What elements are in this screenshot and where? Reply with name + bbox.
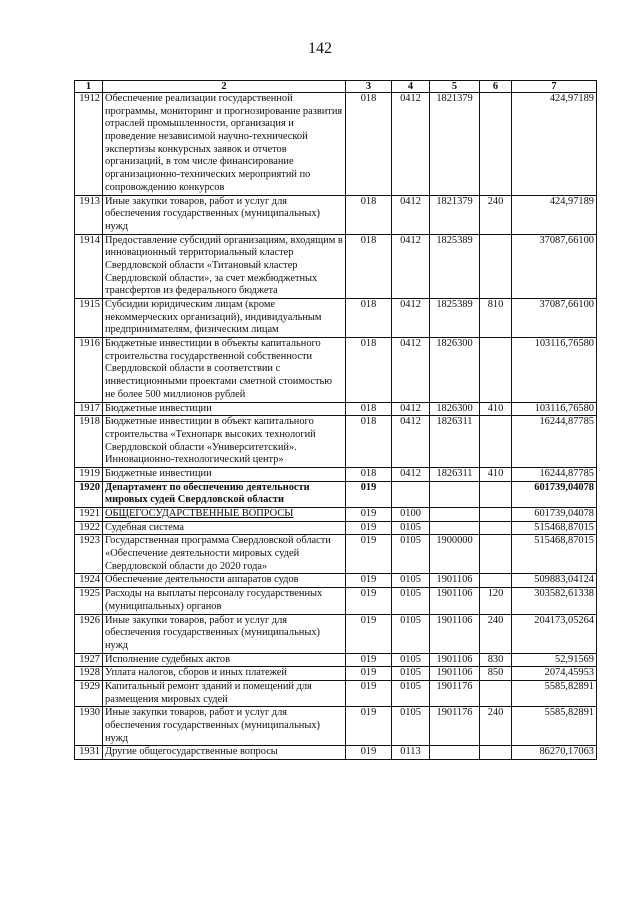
row-section-code: 0105 <box>392 667 430 681</box>
row-target-code: 1821379 <box>430 195 480 234</box>
table-row <box>75 614 597 653</box>
row-amount: 601739,04078 <box>512 508 597 522</box>
row-name: Бюджетные инвестиции в объект капитального строительства «Технопарк высоких технологий Свердловской области «Университетский». Инновационно-технологический центр» <box>103 416 346 468</box>
row-ministry-code: 019 <box>346 653 392 667</box>
row-amount: 86270,17063 <box>512 746 597 760</box>
row-ministry-code: 019 <box>346 707 392 746</box>
row-target-code: 1901176 <box>430 680 480 706</box>
row-name: Бюджетные инвестиции <box>103 402 346 416</box>
row-target-code: 1901106 <box>430 667 480 681</box>
row-expense-type <box>480 481 512 507</box>
row-amount: 303582,61338 <box>512 588 597 614</box>
row-amount: 424,97189 <box>512 93 597 196</box>
table-row <box>75 680 597 706</box>
row-target-code <box>430 746 480 760</box>
row-number: 1916 <box>75 338 103 402</box>
row-expense-type: 240 <box>480 195 512 234</box>
row-amount: 37087,66100 <box>512 234 597 298</box>
row-number: 1929 <box>75 680 103 706</box>
row-amount: 5585,82891 <box>512 707 597 746</box>
table-row <box>75 93 597 196</box>
row-ministry-code: 019 <box>346 521 392 535</box>
row-amount: 16244,87785 <box>512 416 597 468</box>
row-section-code: 0105 <box>392 614 430 653</box>
row-target-code: 1901106 <box>430 653 480 667</box>
row-number: 1928 <box>75 667 103 681</box>
row-name: Другие общегосударственные вопросы <box>103 746 346 760</box>
row-ministry-code: 018 <box>346 93 392 196</box>
row-ministry-code: 019 <box>346 614 392 653</box>
row-section-code: 0100 <box>392 508 430 522</box>
row-expense-type <box>480 234 512 298</box>
table-row <box>75 402 597 416</box>
row-name: Бюджетные инвестиции <box>103 467 346 481</box>
row-number: 1926 <box>75 614 103 653</box>
row-section-code: 0105 <box>392 653 430 667</box>
row-target-code: 1901106 <box>430 588 480 614</box>
row-expense-type: 850 <box>480 667 512 681</box>
row-section-code: 0105 <box>392 574 430 588</box>
row-target-code: 1826311 <box>430 467 480 481</box>
row-ministry-code: 018 <box>346 402 392 416</box>
table-row <box>75 588 597 614</box>
row-section-code: 0105 <box>392 521 430 535</box>
row-amount: 509883,04124 <box>512 574 597 588</box>
row-name: Капитальный ремонт зданий и помещений для размещения мировых судей <box>103 680 346 706</box>
row-amount: 103116,76580 <box>512 338 597 402</box>
row-ministry-code: 018 <box>346 299 392 338</box>
col-header-7: 7 <box>512 81 597 93</box>
col-header-1: 1 <box>75 81 103 93</box>
row-section-code: 0412 <box>392 93 430 196</box>
row-name: Расходы на выплаты персоналу государственных (муниципальных) органов <box>103 588 346 614</box>
table-row <box>75 707 597 746</box>
row-name: Уплата налогов, сборов и иных платежей <box>103 667 346 681</box>
row-target-code <box>430 481 480 507</box>
row-amount: 515468,87015 <box>512 535 597 574</box>
row-expense-type <box>480 338 512 402</box>
row-name: Иные закупки товаров, работ и услуг для обеспечения государственных (муниципальных) нужд <box>103 707 346 746</box>
row-section-code: 0412 <box>392 195 430 234</box>
row-section-code: 0412 <box>392 467 430 481</box>
row-amount: 515468,87015 <box>512 521 597 535</box>
table-row <box>75 535 597 574</box>
row-target-code: 1901106 <box>430 614 480 653</box>
row-section-code: 0113 <box>392 746 430 760</box>
row-section-code: 0412 <box>392 402 430 416</box>
row-amount: 103116,76580 <box>512 402 597 416</box>
row-target-code: 1900000 <box>430 535 480 574</box>
table-row <box>75 508 597 522</box>
row-name: Департамент по обеспечению деятельности мировых судей Свердловской области <box>103 481 346 507</box>
row-expense-type <box>480 93 512 196</box>
row-target-code: 1825389 <box>430 234 480 298</box>
row-number: 1912 <box>75 93 103 196</box>
row-name: Иные закупки товаров, работ и услуг для обеспечения государственных (муниципальных) нужд <box>103 195 346 234</box>
col-header-4: 4 <box>392 81 430 93</box>
row-section-code: 0105 <box>392 707 430 746</box>
col-header-3: 3 <box>346 81 392 93</box>
row-number: 1930 <box>75 707 103 746</box>
table-row <box>75 467 597 481</box>
row-amount: 601739,04078 <box>512 481 597 507</box>
row-number: 1914 <box>75 234 103 298</box>
row-ministry-code: 019 <box>346 535 392 574</box>
table-row <box>75 481 597 507</box>
row-section-code: 0105 <box>392 588 430 614</box>
row-expense-type <box>480 574 512 588</box>
table-row <box>75 521 597 535</box>
row-ministry-code: 019 <box>346 746 392 760</box>
row-number: 1919 <box>75 467 103 481</box>
header-row <box>75 81 597 93</box>
row-amount: 204173,05264 <box>512 614 597 653</box>
table-row <box>75 299 597 338</box>
table-row <box>75 653 597 667</box>
row-name: Субсидии юридическим лицам (кроме некоммерческих организаций), индивидуальным предпринимателям, физическим лицам <box>103 299 346 338</box>
row-number: 1920 <box>75 481 103 507</box>
row-amount: 16244,87785 <box>512 467 597 481</box>
page-number: 142 <box>308 40 332 57</box>
col-header-2: 2 <box>103 81 346 93</box>
col-header-6: 6 <box>480 81 512 93</box>
row-number: 1925 <box>75 588 103 614</box>
row-target-code: 1826311 <box>430 416 480 468</box>
row-target-code <box>430 521 480 535</box>
row-section-code: 0105 <box>392 680 430 706</box>
row-section-code: 0412 <box>392 299 430 338</box>
row-expense-type <box>480 680 512 706</box>
row-target-code: 1901176 <box>430 707 480 746</box>
row-target-code: 1826300 <box>430 338 480 402</box>
row-name: Иные закупки товаров, работ и услуг для обеспечения государственных (муниципальных) нужд <box>103 614 346 653</box>
row-target-code: 1901106 <box>430 574 480 588</box>
row-section-code: 0412 <box>392 338 430 402</box>
row-name: ОБЩЕГОСУДАРСТВЕННЫЕ ВОПРОСЫ <box>103 508 346 522</box>
row-name: Обеспечение реализации государственной программы, мониторинг и прогнозирование развития отраслей промышленности, организация и проведение независимой научно-технической экспертизы конкурсных заявок и отчетов организаций, в том числе финансирование организационно-технических мероприятий по сопровождению конкурсов <box>103 93 346 196</box>
budget-table <box>74 80 597 760</box>
row-section-code: 0412 <box>392 234 430 298</box>
row-expense-type: 410 <box>480 402 512 416</box>
row-target-code: 1821379 <box>430 93 480 196</box>
row-ministry-code: 019 <box>346 680 392 706</box>
table-row <box>75 574 597 588</box>
row-expense-type: 240 <box>480 707 512 746</box>
row-expense-type: 830 <box>480 653 512 667</box>
row-ministry-code: 018 <box>346 467 392 481</box>
row-ministry-code: 018 <box>346 195 392 234</box>
row-name: Бюджетные инвестиции в объекты капитального строительства государственной собственности Свердловской области в соответствии с инвестиционными проектами сметной стоимостью не более 500 миллионов рублей <box>103 338 346 402</box>
row-number: 1913 <box>75 195 103 234</box>
row-number: 1915 <box>75 299 103 338</box>
table-row <box>75 195 597 234</box>
table-row <box>75 416 597 468</box>
row-expense-type <box>480 508 512 522</box>
row-expense-type <box>480 521 512 535</box>
row-expense-type: 810 <box>480 299 512 338</box>
row-name: Государственная программа Свердловской области «Обеспечение деятельности мировых судей Свердловской области до 2020 года» <box>103 535 346 574</box>
row-ministry-code: 018 <box>346 234 392 298</box>
row-ministry-code: 019 <box>346 667 392 681</box>
row-expense-type <box>480 535 512 574</box>
row-amount: 52,91569 <box>512 653 597 667</box>
row-expense-type: 410 <box>480 467 512 481</box>
row-amount: 424,97189 <box>512 195 597 234</box>
table-row <box>75 338 597 402</box>
table-row <box>75 667 597 681</box>
row-name: Исполнение судебных актов <box>103 653 346 667</box>
row-target-code <box>430 508 480 522</box>
row-number: 1922 <box>75 521 103 535</box>
row-name: Обеспечение деятельности аппаратов судов <box>103 574 346 588</box>
row-ministry-code: 019 <box>346 588 392 614</box>
row-section-code <box>392 481 430 507</box>
row-ministry-code: 019 <box>346 508 392 522</box>
row-expense-type: 120 <box>480 588 512 614</box>
row-target-code: 1825389 <box>430 299 480 338</box>
row-expense-type <box>480 746 512 760</box>
row-target-code: 1826300 <box>430 402 480 416</box>
row-section-code: 0412 <box>392 416 430 468</box>
row-section-code: 0105 <box>392 535 430 574</box>
row-expense-type: 240 <box>480 614 512 653</box>
row-number: 1931 <box>75 746 103 760</box>
row-number: 1924 <box>75 574 103 588</box>
row-ministry-code: 018 <box>346 338 392 402</box>
row-number: 1923 <box>75 535 103 574</box>
col-header-5: 5 <box>430 81 480 93</box>
table-row <box>75 746 597 760</box>
row-ministry-code: 018 <box>346 416 392 468</box>
row-number: 1921 <box>75 508 103 522</box>
row-amount: 5585,82891 <box>512 680 597 706</box>
row-number: 1927 <box>75 653 103 667</box>
table-body <box>75 93 597 760</box>
row-ministry-code: 019 <box>346 574 392 588</box>
row-name: Предоставление субсидий организациям, входящим в инновационный территориальный кластер Свердловской области «Титановый кластер Свердловской области», за счет межбюджетных трансфертов из федерального бюджета <box>103 234 346 298</box>
row-number: 1917 <box>75 402 103 416</box>
row-ministry-code: 019 <box>346 481 392 507</box>
row-expense-type <box>480 416 512 468</box>
row-name: Судебная система <box>103 521 346 535</box>
table-row <box>75 234 597 298</box>
row-amount: 37087,66100 <box>512 299 597 338</box>
row-number: 1918 <box>75 416 103 468</box>
row-amount: 2074,45953 <box>512 667 597 681</box>
